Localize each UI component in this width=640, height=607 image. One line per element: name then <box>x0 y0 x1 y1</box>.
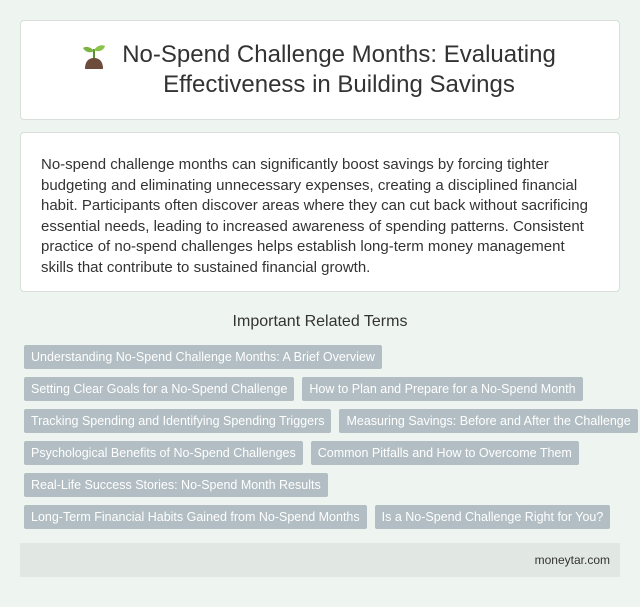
summary-text: No-spend challenge months can significantly boost savings by forcing tighter budgeting and eliminating unnecessary expenses, creating a disciplined financial habit. Participants often discover areas where they can cut back without sacrificing essential needs, leading to increased awareness of spending patterns. Consistent practice of no-spend challenges helps establish long-term money management skills that contribute to sustained financial growth. <box>41 156 588 276</box>
footer-site-link[interactable]: moneytar.com <box>534 553 610 567</box>
summary-card <box>20 132 620 292</box>
tag-row <box>24 505 624 529</box>
related-term-tag[interactable]: Tracking Spending and Identifying Spending Triggers <box>24 409 331 433</box>
tag-row <box>24 345 624 369</box>
related-term-tag[interactable]: Psychological Benefits of No-Spend Challenges <box>24 441 303 465</box>
sprout-icon <box>81 42 107 70</box>
title-wrap <box>81 40 559 100</box>
related-term-tag[interactable]: Is a No-Spend Challenge Right for You? <box>375 505 611 529</box>
title-card <box>20 20 620 120</box>
related-term-tag[interactable]: Long-Term Financial Habits Gained from No-Spend Months <box>24 505 367 529</box>
footer <box>20 543 620 577</box>
related-term-tag[interactable]: Common Pitfalls and How to Overcome Them <box>311 441 579 465</box>
related-term-tag[interactable]: Real-Life Success Stories: No-Spend Month Results <box>24 473 328 497</box>
tag-row <box>24 409 631 433</box>
related-terms-heading: Important Related Terms <box>232 313 408 330</box>
related-term-tag[interactable]: How to Plan and Prepare for a No-Spend Month <box>302 377 582 401</box>
page-title: No-Spend Challenge Months: Evaluating Effectiveness in Building Savings <box>122 41 556 98</box>
tag-row <box>24 441 624 465</box>
related-term-tag[interactable]: Measuring Savings: Before and After the Challenge <box>339 409 637 433</box>
related-term-tag[interactable]: Understanding No-Spend Challenge Months: A Brief Overview <box>24 345 382 369</box>
tag-row <box>24 377 624 401</box>
tag-row <box>24 473 624 497</box>
related-term-tag[interactable]: Setting Clear Goals for a No-Spend Challenge <box>24 377 294 401</box>
related-terms-list <box>24 345 631 537</box>
